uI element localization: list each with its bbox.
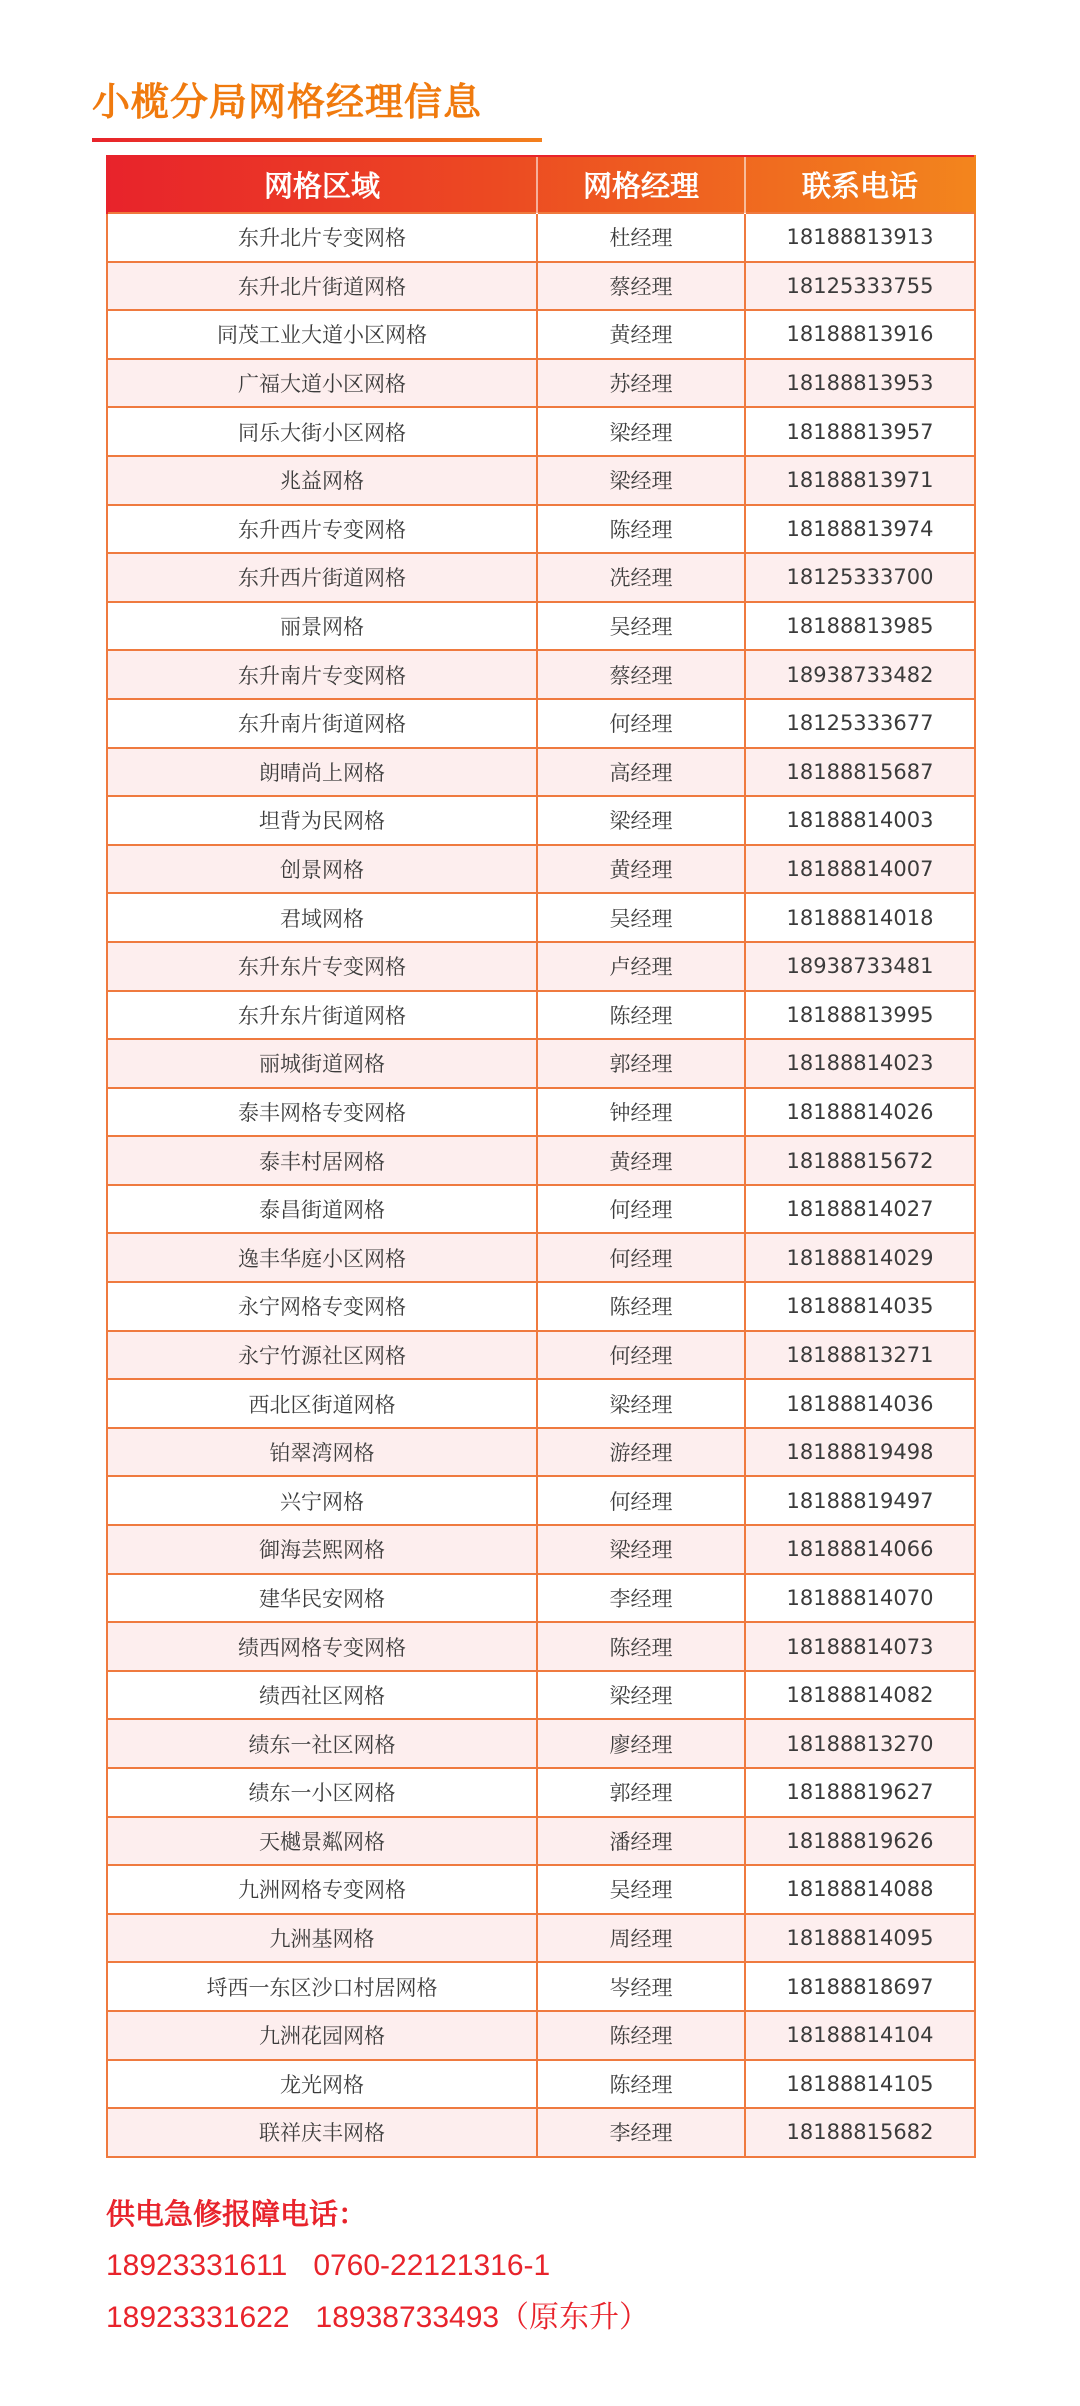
table-row: [107, 456, 975, 505]
manager-cell: 何经理: [537, 1233, 745, 1282]
manager-cell: 何经理: [537, 699, 745, 748]
table-row: [107, 1233, 975, 1282]
table-row: [107, 942, 975, 991]
phone-cell: 18188814073: [745, 1622, 975, 1671]
grid-area-cell: 建华民安网格: [107, 1574, 537, 1623]
manager-cell: 吴经理: [537, 602, 745, 651]
grid-area-cell: 铂翠湾网格: [107, 1428, 537, 1477]
table-row: [107, 1768, 975, 1817]
table-row: [107, 2011, 975, 2060]
grid-area-cell: 东升北片街道网格: [107, 262, 537, 311]
grid-area-cell: 同乐大街小区网格: [107, 407, 537, 456]
grid-area-cell: 丽城街道网格: [107, 1039, 537, 1088]
table-row: [107, 893, 975, 942]
phone-cell: 18188814104: [745, 2011, 975, 2060]
grid-area-cell: 泰昌街道网格: [107, 1185, 537, 1234]
phone-cell: 18188814070: [745, 1574, 975, 1623]
manager-cell: 何经理: [537, 1185, 745, 1234]
manager-cell: 郭经理: [537, 1768, 745, 1817]
manager-cell: 李经理: [537, 1574, 745, 1623]
table-row: [107, 1039, 975, 1088]
table-row: [107, 505, 975, 554]
grid-area-cell: 东升西片专变网格: [107, 505, 537, 554]
phone-cell: 18188819627: [745, 1768, 975, 1817]
table-row: [107, 748, 975, 797]
grid-area-cell: 西北区街道网格: [107, 1379, 537, 1428]
grid-area-cell: 龙光网格: [107, 2060, 537, 2109]
table-row: [107, 553, 975, 602]
phone-cell: 18188813953: [745, 359, 975, 408]
phone-cell: 18188813957: [745, 407, 975, 456]
manager-cell: 廖经理: [537, 1719, 745, 1768]
grid-area-cell: 绩西社区网格: [107, 1671, 537, 1720]
grid-area-cell: 东升南片专变网格: [107, 650, 537, 699]
table-row: [107, 1331, 975, 1380]
phone-cell: 18188813270: [745, 1719, 975, 1768]
phone-cell: 18188819497: [745, 1476, 975, 1525]
hotline-number: 18923331622: [106, 2301, 290, 2334]
phone-cell: 18188813913: [745, 213, 975, 262]
manager-cell: 黄经理: [537, 310, 745, 359]
manager-cell: 梁经理: [537, 1379, 745, 1428]
title-underline: [92, 138, 542, 142]
grid-area-cell: 兆益网格: [107, 456, 537, 505]
grid-area-cell: 君域网格: [107, 893, 537, 942]
table-row: [107, 991, 975, 1040]
table-row: [107, 262, 975, 311]
grid-area-cell: 丽景网格: [107, 602, 537, 651]
phone-cell: 18188813271: [745, 1331, 975, 1380]
phone-cell: 18188814066: [745, 1525, 975, 1574]
table-row: [107, 1865, 975, 1914]
manager-cell: 吴经理: [537, 1865, 745, 1914]
manager-cell: 李经理: [537, 2108, 745, 2157]
page-title: 小榄分局网格经理信息: [92, 80, 483, 124]
phone-cell: 18188813985: [745, 602, 975, 651]
hotline-line-1: [106, 2242, 1006, 2290]
table-row: [107, 1379, 975, 1428]
grid-area-cell: 绩东一小区网格: [107, 1768, 537, 1817]
manager-cell: 蔡经理: [537, 650, 745, 699]
phone-cell: 18188814035: [745, 1282, 975, 1331]
table-row: [107, 1574, 975, 1623]
manager-cell: 陈经理: [537, 991, 745, 1040]
manager-cell: 陈经理: [537, 2060, 745, 2109]
grid-area-cell: 东升北片专变网格: [107, 213, 537, 262]
table-row: [107, 602, 975, 651]
grid-area-cell: 朗晴尚上网格: [107, 748, 537, 797]
table-row: [107, 359, 975, 408]
phone-cell: 18188814018: [745, 893, 975, 942]
grid-area-cell: 御海芸熙网格: [107, 1525, 537, 1574]
table-row: [107, 845, 975, 894]
manager-cell: 陈经理: [537, 2011, 745, 2060]
table-header-row: [107, 156, 975, 213]
manager-cell: 蔡经理: [537, 262, 745, 311]
table-row: [107, 1817, 975, 1866]
phone-cell: 18188819626: [745, 1817, 975, 1866]
phone-cell: 18188814023: [745, 1039, 975, 1088]
table-body: [107, 213, 975, 2157]
manager-cell: 梁经理: [537, 407, 745, 456]
table-row: [107, 1719, 975, 1768]
manager-cell: 钟经理: [537, 1088, 745, 1137]
phone-cell: 18188815672: [745, 1136, 975, 1185]
phone-cell: 18188814029: [745, 1233, 975, 1282]
phone-cell: 18125333755: [745, 262, 975, 311]
table-row: [107, 1914, 975, 1963]
hotline-title: 供电急修报障电话：: [106, 2197, 368, 2231]
hotline-line-2: [106, 2294, 1006, 2342]
manager-cell: 周经理: [537, 1914, 745, 1963]
grid-area-cell: 兴宁网格: [107, 1476, 537, 1525]
manager-cell: 卢经理: [537, 942, 745, 991]
manager-cell: 黄经理: [537, 845, 745, 894]
manager-cell: 何经理: [537, 1476, 745, 1525]
phone-cell: 18188814105: [745, 2060, 975, 2109]
grid-area-cell: 联祥庆丰网格: [107, 2108, 537, 2157]
phone-cell: 18188814082: [745, 1671, 975, 1720]
table-row: [107, 1088, 975, 1137]
manager-cell: 岑经理: [537, 1962, 745, 2011]
phone-cell: 18188818697: [745, 1962, 975, 2011]
grid-area-cell: 逸丰华庭小区网格: [107, 1233, 537, 1282]
table-row: [107, 1476, 975, 1525]
phone-cell: 18938733482: [745, 650, 975, 699]
grid-area-cell: 九洲网格专变网格: [107, 1865, 537, 1914]
grid-area-cell: 泰丰网格专变网格: [107, 1088, 537, 1137]
manager-cell: 郭经理: [537, 1039, 745, 1088]
manager-cell: 吴经理: [537, 893, 745, 942]
grid-area-cell: 埒西一东区沙口村居网格: [107, 1962, 537, 2011]
table-row: [107, 407, 975, 456]
manager-cell: 梁经理: [537, 1525, 745, 1574]
grid-area-cell: 绩东一社区网格: [107, 1719, 537, 1768]
phone-cell: 18188814007: [745, 845, 975, 894]
phone-cell: 18188815682: [745, 2108, 975, 2157]
grid-area-cell: 九洲花园网格: [107, 2011, 537, 2060]
table-row: [107, 2060, 975, 2109]
grid-area-cell: 坦背为民网格: [107, 796, 537, 845]
hotline-number: 18938733493（原东升）: [315, 2301, 650, 2334]
phone-cell: 18188814027: [745, 1185, 975, 1234]
manager-cell: 高经理: [537, 748, 745, 797]
manager-cell: 陈经理: [537, 505, 745, 554]
grid-manager-table: [106, 155, 976, 2158]
grid-area-cell: 广福大道小区网格: [107, 359, 537, 408]
grid-area-cell: 东升东片专变网格: [107, 942, 537, 991]
table-row: [107, 1525, 975, 1574]
manager-cell: 梁经理: [537, 456, 745, 505]
manager-cell: 梁经理: [537, 1671, 745, 1720]
grid-area-cell: 泰丰村居网格: [107, 1136, 537, 1185]
manager-cell: 潘经理: [537, 1817, 745, 1866]
phone-cell: 18125333677: [745, 699, 975, 748]
grid-area-cell: 东升东片街道网格: [107, 991, 537, 1040]
table-row: [107, 1185, 975, 1234]
phone-cell: 18188814026: [745, 1088, 975, 1137]
grid-area-cell: 永宁网格专变网格: [107, 1282, 537, 1331]
phone-cell: 18188814003: [745, 796, 975, 845]
table-row: [107, 699, 975, 748]
hotline-number: 18923331611: [106, 2249, 288, 2282]
phone-cell: 18125333700: [745, 553, 975, 602]
title-block: [92, 72, 542, 142]
table-row: [107, 2108, 975, 2157]
table-row: [107, 213, 975, 262]
phone-cell: 18188813916: [745, 310, 975, 359]
table-row: [107, 310, 975, 359]
manager-cell: 陈经理: [537, 1282, 745, 1331]
table-row: [107, 1622, 975, 1671]
phone-cell: 18188813971: [745, 456, 975, 505]
hotline-number: 0760-22121316-1: [313, 2249, 551, 2282]
table-row: [107, 1136, 975, 1185]
manager-cell: 何经理: [537, 1331, 745, 1380]
manager-cell: 游经理: [537, 1428, 745, 1477]
phone-cell: 18188814036: [745, 1379, 975, 1428]
grid-area-cell: 永宁竹源社区网格: [107, 1331, 537, 1380]
table-row: [107, 1428, 975, 1477]
manager-cell: 梁经理: [537, 796, 745, 845]
grid-area-cell: 九洲基网格: [107, 1914, 537, 1963]
grid-area-cell: 同茂工业大道小区网格: [107, 310, 537, 359]
manager-cell: 杜经理: [537, 213, 745, 262]
manager-cell: 苏经理: [537, 359, 745, 408]
emergency-hotline-block: [106, 2190, 1006, 2342]
phone-cell: 18188814088: [745, 1865, 975, 1914]
manager-cell: 陈经理: [537, 1622, 745, 1671]
phone-cell: 18188815687: [745, 748, 975, 797]
manager-cell: 冼经理: [537, 553, 745, 602]
phone-cell: 18938733481: [745, 942, 975, 991]
grid-area-cell: 东升西片街道网格: [107, 553, 537, 602]
manager-cell: 黄经理: [537, 1136, 745, 1185]
column-header-phone: 联系电话: [745, 156, 975, 213]
phone-cell: 18188814095: [745, 1914, 975, 1963]
phone-cell: 18188813974: [745, 505, 975, 554]
table-row: [107, 796, 975, 845]
column-header-area: 网格区域: [107, 156, 537, 213]
table-row: [107, 650, 975, 699]
grid-area-cell: 东升南片街道网格: [107, 699, 537, 748]
table-row: [107, 1282, 975, 1331]
phone-cell: 18188819498: [745, 1428, 975, 1477]
grid-area-cell: 创景网格: [107, 845, 537, 894]
table-row: [107, 1671, 975, 1720]
grid-area-cell: 天樾景粼网格: [107, 1817, 537, 1866]
grid-area-cell: 绩西网格专变网格: [107, 1622, 537, 1671]
table-row: [107, 1962, 975, 2011]
phone-cell: 18188813995: [745, 991, 975, 1040]
column-header-manager: 网格经理: [537, 156, 745, 213]
